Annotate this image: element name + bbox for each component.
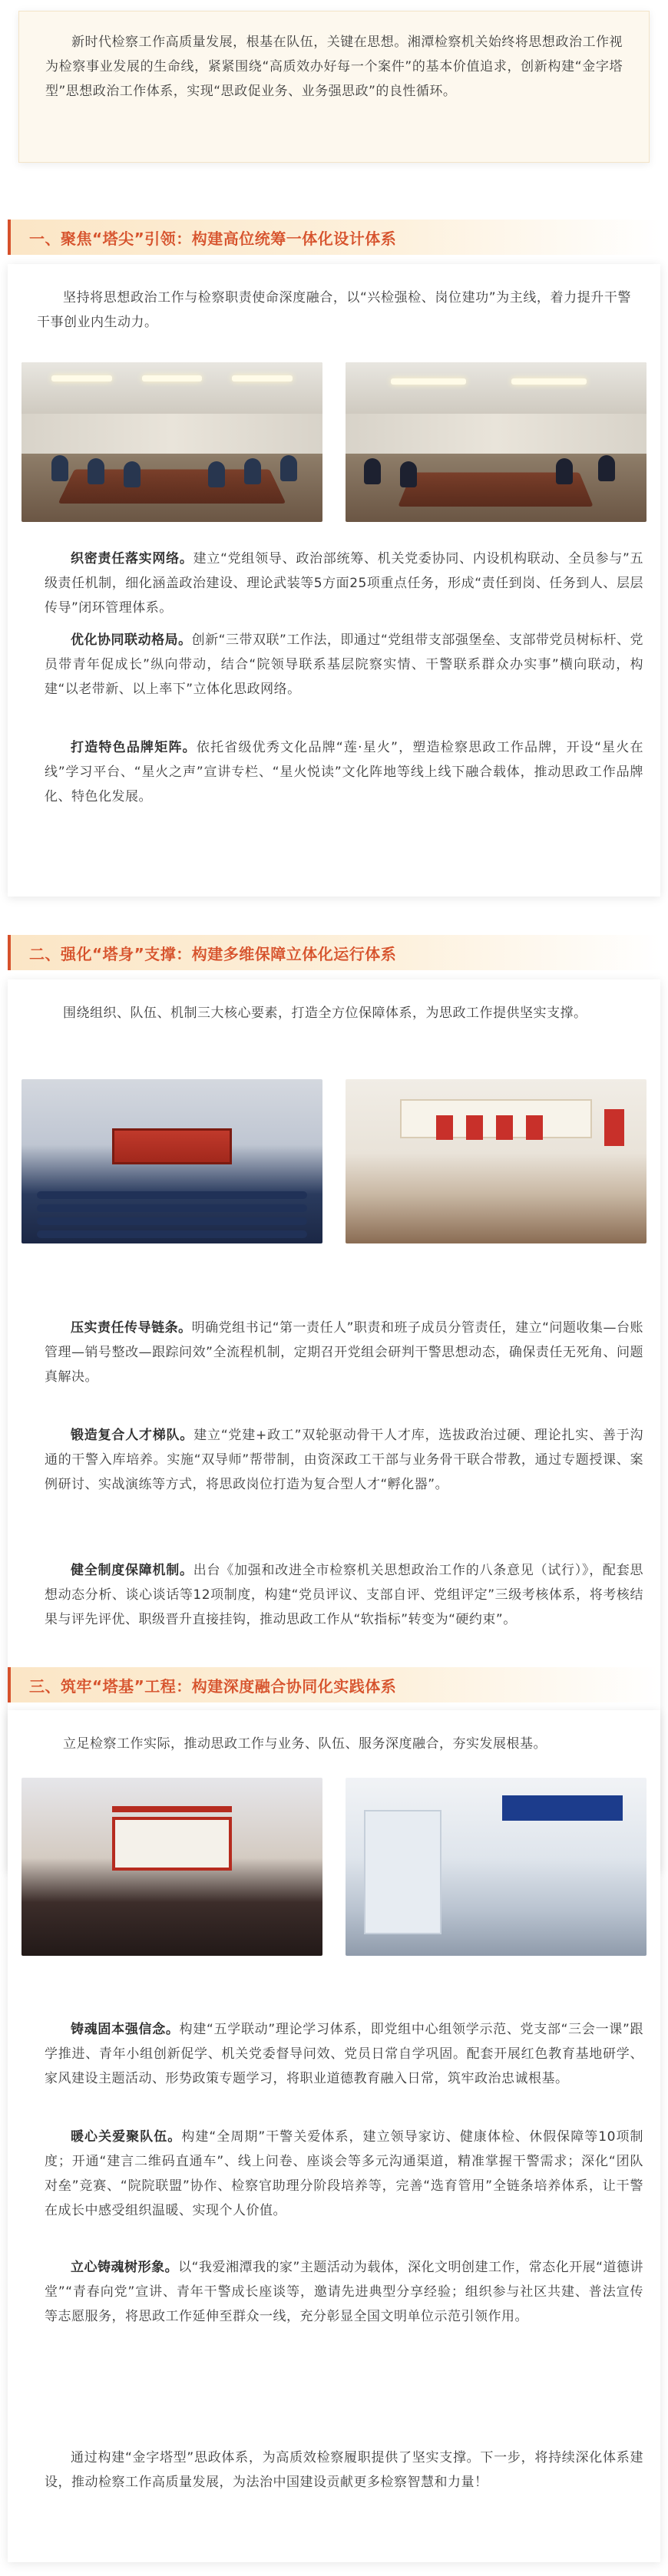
section-2-photo-left xyxy=(21,1079,322,1243)
item-lead: 织密责任落实网络。 xyxy=(71,551,193,566)
item-text: 创新“三带双联”工作法，即通过“党组带支部强堡垒、支部带党员树标杆、党员带青年促成长”纵向带动，结合“院领导联系基层院察实情、干警联系群众办实事”横向联动，构建“以老带新、以上率下”立体化思政网络。 xyxy=(45,632,644,697)
section-3-title: 三、筑牢“塔基”工程：构建深度融合协同化实践体系 xyxy=(29,1677,397,1696)
item-text: 建立“党建+政工”双轮驱动骨干人才库，选拔政治过硬、理论扎实、善于沟通的干警入库培养。实施“双导师”帮带制，由资深政工干部与业务骨干联合带教，通过专题授课、案例研讨、实战演练等方式，将思政岗位打造为复合型人才“孵化器”。 xyxy=(45,1428,644,1492)
section-1-item-2 xyxy=(45,628,643,702)
section-2-intro: 围绕组织、队伍、机制三大核心要素，打造全方位保障体系，为思政工作提供坚实支撑。 xyxy=(63,1006,587,1021)
conclusion xyxy=(45,2446,643,2495)
section-2-title: 二、强化“塔身”支撑：构建多维保障立体化运行体系 xyxy=(29,945,397,963)
section-3-photo-right xyxy=(346,1778,647,1956)
item-lead: 立心铸魂树形象。 xyxy=(71,2260,179,2275)
item-text: 构建“全周期”干警关爱体系，建立领导家访、健康体检、休假保障等10项制度；开通“建言二维码直通车”、线上问卷、座谈会等多元沟通渠道，精准掌握干警需求；深化“团队对垒”竞赛、“院院联盟”协作、检察官助理分阶段培养等，完善“选育管用”全链条培养体系，让干警在成长中感受组织温暖、实现个人价值。 xyxy=(45,2129,643,2218)
intro-card xyxy=(18,11,650,163)
section-3-intro: 立足检察工作实际，推动思政工作与业务、队伍、服务深度融合，夯实发展根基。 xyxy=(63,1736,547,1752)
item-lead: 优化协同联动格局。 xyxy=(71,632,192,648)
section-1-photo-left xyxy=(21,362,322,522)
conclusion-paragraph: 通过构建“金字塔型”思政体系，为高质效检察履职提供了坚实支撑。下一步，将持续深化体系建设，推动检察工作高质量发展，为法治中国建设贡献更多检察智慧和力量！ xyxy=(45,2450,643,2490)
section-3-item-1 xyxy=(45,2017,643,2091)
section-1-intro: 坚持将思想政治工作与检察职责使命深度融合，以“兴检强检、岗位建功”为主线，着力提升干警干事创业内生动力。 xyxy=(37,290,631,330)
section-3-item-2 xyxy=(45,2125,643,2223)
item-text: 明确党组书记“第一责任人”职责和班子成员分管责任，建立“问题收集—台账管理—销号整改—跟踪问效”全流程机制，定期召开党组会研判干警思想动态，确保责任无死角、问题真解决。 xyxy=(45,1320,644,1385)
section-2-item-3 xyxy=(45,1558,643,1632)
intro-paragraph: 新时代检察工作高质量发展，根基在队伍，关键在思想。湘潭检察机关始终将思想政治工作视为检察事业发展的生命线，紧紧围绕“高质效办好每一个案件”的基本价值追求，创新构建“金字塔型”思想政治工作体系，实现“思政促业务、业务强思政”的良性循环。 xyxy=(45,35,623,99)
item-text: 建立“党组领导、政治部统筹、机关党委协同、内设机构联动、全员参与”五级责任机制，细化涵盖政治建设、理论武装等5方面25项重点任务，形成“责任到岗、任务到人、层层传导”闭环管理体系。 xyxy=(45,551,643,616)
section-1-title: 一、聚焦“塔尖”引领：构建高位统筹一体化设计体系 xyxy=(29,230,397,248)
item-lead: 健全制度保障机制。 xyxy=(71,1563,193,1578)
item-text: 依托省级优秀文化品牌“莲·星火”，塑造检察思政工作品牌，开设“星火在线”学习平台、“星火之声”宣讲专栏、“星火悦读”文化阵地等线上线下融合载体，推动思政工作品牌化、特色化发展。 xyxy=(45,740,643,804)
section-2-photo-right xyxy=(346,1079,647,1243)
item-lead: 打造特色品牌矩阵。 xyxy=(71,740,197,755)
item-lead: 铸魂固本强信念。 xyxy=(71,2022,180,2037)
section-2-header xyxy=(8,935,660,970)
section-3-item-3 xyxy=(45,2255,643,2329)
section-1-item-3 xyxy=(45,735,643,809)
section-1-item-1 xyxy=(45,547,643,620)
item-text: 以“我爱湘潭我的家”主题活动为载体，深化文明创建工作，常态化开展“道德讲堂”“青春向党”宣讲、青年干警成长座谈等，邀请先进典型分享经验；组织参与社区共建、普法宣传等志愿服务，将思政工作延伸至群众一线，充分彰显全国文明单位示范引领作用。 xyxy=(45,2260,643,2324)
section-1-photo-right xyxy=(346,362,647,522)
section-2-item-2 xyxy=(45,1423,643,1497)
section-2-item-1 xyxy=(45,1316,643,1389)
item-text: 构建“五学联动”理论学习体系，即党组中心组领学示范、党支部“三会一课”跟学推进、青年小组创新促学、机关党委督导问效、党员日常自学巩固。配套开展红色教育基地研学、家风建设主题活动、形势政策专题学习，将职业道德教育融入日常，筑牢政治忠诚根基。 xyxy=(45,2022,644,2086)
item-lead: 暖心关爱聚队伍。 xyxy=(71,2129,182,2145)
item-text: 出台《加强和改进全市检察机关思想政治工作的八条意见（试行）》，配套思想动态分析、谈心谈话等12项制度，构建“党员评议、支部自评、党组评定”三级考核体系，将考核结果与评先评优、职级晋升直接挂钩，推动思政工作从“软指标”转变为“硬约束”。 xyxy=(45,1563,643,1627)
item-lead: 锻造复合人才梯队。 xyxy=(71,1428,194,1443)
section-1-header xyxy=(8,220,660,255)
item-lead: 压实责任传导链条。 xyxy=(71,1320,192,1336)
section-3-photo-left xyxy=(21,1778,322,1956)
section-3-header xyxy=(8,1667,660,1702)
